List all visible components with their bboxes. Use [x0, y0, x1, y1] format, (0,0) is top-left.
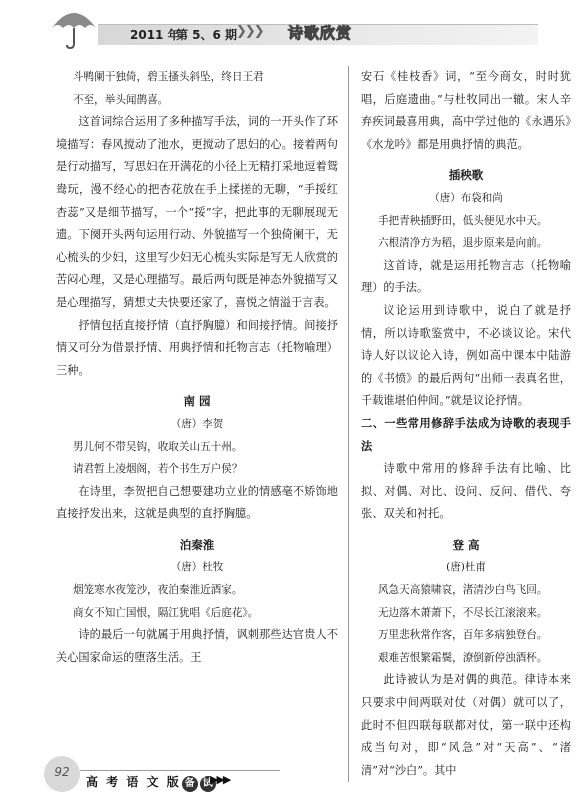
right-column — [348, 66, 571, 782]
paragraph: 在诗里，李贺把自己想要建功立业的情感毫不矫饰地直接抒发出来，这就是典型的直抒胸臆。 — [56, 484, 338, 521]
poem-title: 泊秦淮 — [179, 537, 215, 552]
verse-line: 男儿何不带吴钩，收取关山五十州。 — [72, 440, 243, 453]
page-footer — [0, 756, 581, 800]
column-title: 诗歌欣赏 — [288, 24, 353, 42]
header-issue: 第 5、6 期 — [176, 28, 238, 42]
verse-line: 六根清净方为稻，退步原来是向前。 — [377, 237, 548, 250]
poem-author: (唐)杜甫 — [446, 561, 486, 574]
poem-author: （唐）杜牧 — [170, 561, 224, 574]
poem-title: 插秧歌 — [448, 168, 484, 183]
section-heading: 二、一些常用修辞手法成为诗歌的表现手法 — [361, 416, 571, 453]
paragraph: 安石《桂枝香》词，“至今商女，时时犹唱，后庭遗曲。”与杜牧同出一辙。宋人辛弃疾词最喜用典，高中学过他的《永遇乐》《水龙吟》都是用典抒情的典范。 — [361, 70, 571, 151]
verse-line: 商女不知亡国恨，隔江犹唱《后庭花》。 — [72, 606, 259, 619]
verse-line: 万里悲秋常作客，百年多病独登台。 — [377, 629, 548, 642]
paragraph: 此诗被认为是对偶的典范。律诗本来只要求中间两联对仗（对偶）就可以了，此时不但四联每联都对仗，第一联中还构成当句对，即“风急”对“天高”、“渚清”对“沙白”。其中 — [361, 673, 571, 777]
verse-line: 请君暂上凌烟阁，若个书生万户侯？ — [72, 463, 243, 476]
magazine-title — [86, 773, 217, 792]
verse-line: 艰难苦恨繁霜鬓，潦倒新停浊酒杯。 — [377, 651, 548, 664]
page-header — [0, 0, 581, 52]
page-number: 92 — [54, 765, 70, 779]
paragraph: 这首词综合运用了多种描写手法，词的一开头作了环境描写：春风搅动了池水，更搅动了思妇的心。接着两句是行动描写，写思妇在开满花的小径上无精打采地逗着鸳鸯玩，漫不经心的把杏花放在手上揉搓的无聊，“手挼红杏蕊”又是细节描写，一个“挼”字，把此事的无聊展现无遗。下阕开头两句运用行动、外貌描写一个独倚阑干，无心梳头的少妇，这里写少妇无心梳头实际是写无人欣赏的苦闷心理，又是心理描写。最后两句既是神态外貌描写又是心理描写，猜想丈夫快要还家了，喜悦之情溢于言表。 — [56, 115, 338, 309]
poem-author: （唐）布袋和尚 — [429, 191, 503, 204]
arrows-icon: ▶▶▶ — [210, 773, 230, 786]
badge-bei: 备 — [182, 776, 198, 792]
paragraph: 这首诗，就是运用托物言志（托物喻理）的手法。 — [361, 258, 571, 295]
left-column — [56, 66, 338, 669]
header-chevrons-icon: ❯❯❯ — [236, 24, 263, 39]
verse-line: 手把青秧插野田，低头便见水中天。 — [377, 214, 548, 227]
verse-line: 无边落木萧萧下，不尽长江滚滚来。 — [377, 606, 548, 619]
magazine-title-text: 高 考 语 文 版 — [86, 775, 181, 789]
verse-line: 风急天高猿啸哀，渚清沙白鸟飞回。 — [377, 584, 548, 597]
umbrella-icon — [48, 4, 100, 50]
poem-title: 登 高 — [452, 537, 480, 552]
verse-line: 不至，举头闻鹊喜。 — [72, 93, 169, 106]
verse-line: 斗鸭阑干独倚，碧玉搔头斜坠，终日王君 — [72, 71, 264, 83]
paragraph: 议论运用到诗歌中，说白了就是抒情，所以诗歌鉴赏中，不必谈议论。宋代诗人好以议论入诗，例如高中课本中陆游的《书愤》的最后两句“出师一表真名世，千载谁堪伯仲间。”就是议论抒情。 — [361, 303, 571, 408]
poem-author: （唐）李贺 — [170, 417, 224, 430]
verse-line: 烟笼寒水夜笼沙，夜泊秦淮近酒家。 — [72, 584, 243, 597]
paragraph: 诗的最后一句就属于用典抒情，讽刺那些达官贵人不关心国家命运的堕落生活。王 — [56, 628, 338, 664]
badge-shi: 试 — [200, 776, 216, 792]
paragraph: 抒情包括直接抒情（直抒胸臆）和间接抒情。间接抒情又可分为借景抒情、用典抒情和托物言志（托物喻理）三种。 — [56, 318, 338, 377]
paragraph: 诗歌中常用的修辞手法有比喻、比拟、对偶、对比、设问、反问、借代、夸张、双关和衬托。 — [361, 462, 571, 521]
header-year: 2011 年 — [130, 28, 180, 42]
poem-title: 南 园 — [183, 394, 211, 409]
